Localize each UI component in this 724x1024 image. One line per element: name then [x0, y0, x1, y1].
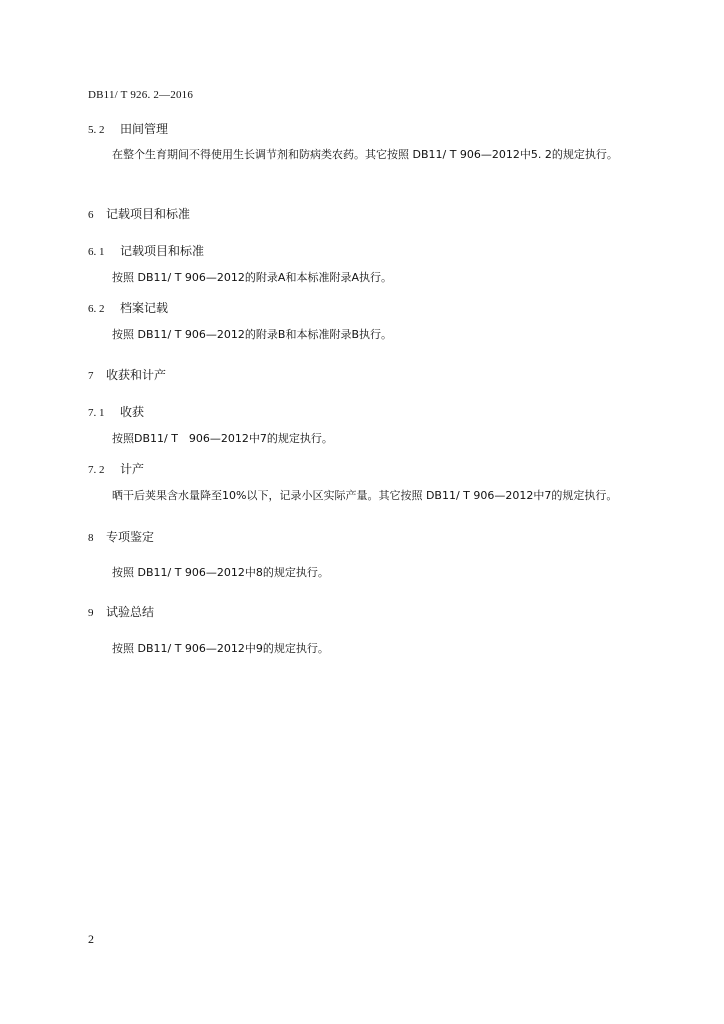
section-number: 6	[88, 209, 94, 221]
section-5-2-heading	[88, 120, 168, 137]
section-title: 计产	[120, 462, 145, 476]
section-title: 记载项目和标准	[106, 207, 191, 221]
paragraph-text: 按照DB11/ T 906—2012中7的规定执行。	[112, 432, 333, 445]
section-number: 5. 2	[88, 124, 105, 136]
section-number: 6. 1	[88, 246, 105, 258]
section-title: 专项鉴定	[106, 530, 155, 544]
section-title: 田间管理	[120, 122, 169, 136]
page-number: 2	[88, 932, 94, 946]
paragraph-text: 在整个生育期间不得使用生长调节剂和防病类农药。其它按照 DB11/ T 906—2012中5. 2的规定执行。	[112, 148, 618, 161]
section-8-paragraph	[88, 563, 660, 583]
paragraph-text: 按照 DB11/ T 906—2012的附录B和本标准附录B执行。	[112, 328, 393, 341]
section-7-2-paragraph	[88, 486, 660, 506]
paragraph-text: 晒干后荚果含水量降至10%以下，记录小区实际产量。其它按照 DB11/ T 906—2012中7的规定执行。	[112, 489, 618, 502]
section-9-heading	[88, 603, 154, 620]
section-number: 9	[88, 607, 94, 619]
section-title: 收获	[120, 405, 145, 419]
section-8-heading	[88, 528, 154, 545]
section-number: 8	[88, 532, 94, 544]
section-number: 7. 1	[88, 407, 105, 419]
section-number: 7. 2	[88, 464, 105, 476]
section-6-heading	[88, 205, 190, 222]
section-number: 7	[88, 370, 94, 382]
paragraph-text: 按照 DB11/ T 906—2012的附录A和本标准附录A执行。	[112, 271, 392, 284]
section-7-heading	[88, 366, 166, 383]
standard-code-header: DB11/ T 926. 2—2016	[88, 89, 194, 101]
section-title: 档案记载	[120, 301, 169, 315]
paragraph-text: 按照 DB11/ T 906—2012中9的规定执行。	[112, 642, 329, 655]
section-7-1-paragraph	[88, 429, 660, 449]
section-7-2-heading	[88, 460, 144, 477]
section-number: 6. 2	[88, 303, 105, 315]
section-6-2-heading	[88, 299, 168, 316]
paragraph-text: 按照 DB11/ T 906—2012中8的规定执行。	[112, 566, 329, 579]
section-9-paragraph	[88, 639, 660, 659]
section-6-1-paragraph	[88, 268, 660, 288]
section-6-1-heading	[88, 242, 204, 259]
section-6-2-paragraph	[88, 325, 660, 345]
section-title: 收获和计产	[106, 368, 167, 382]
section-7-1-heading	[88, 403, 144, 420]
section-title: 试验总结	[106, 605, 155, 619]
section-5-2-paragraph	[88, 145, 660, 165]
section-title: 记载项目和标准	[120, 244, 205, 258]
